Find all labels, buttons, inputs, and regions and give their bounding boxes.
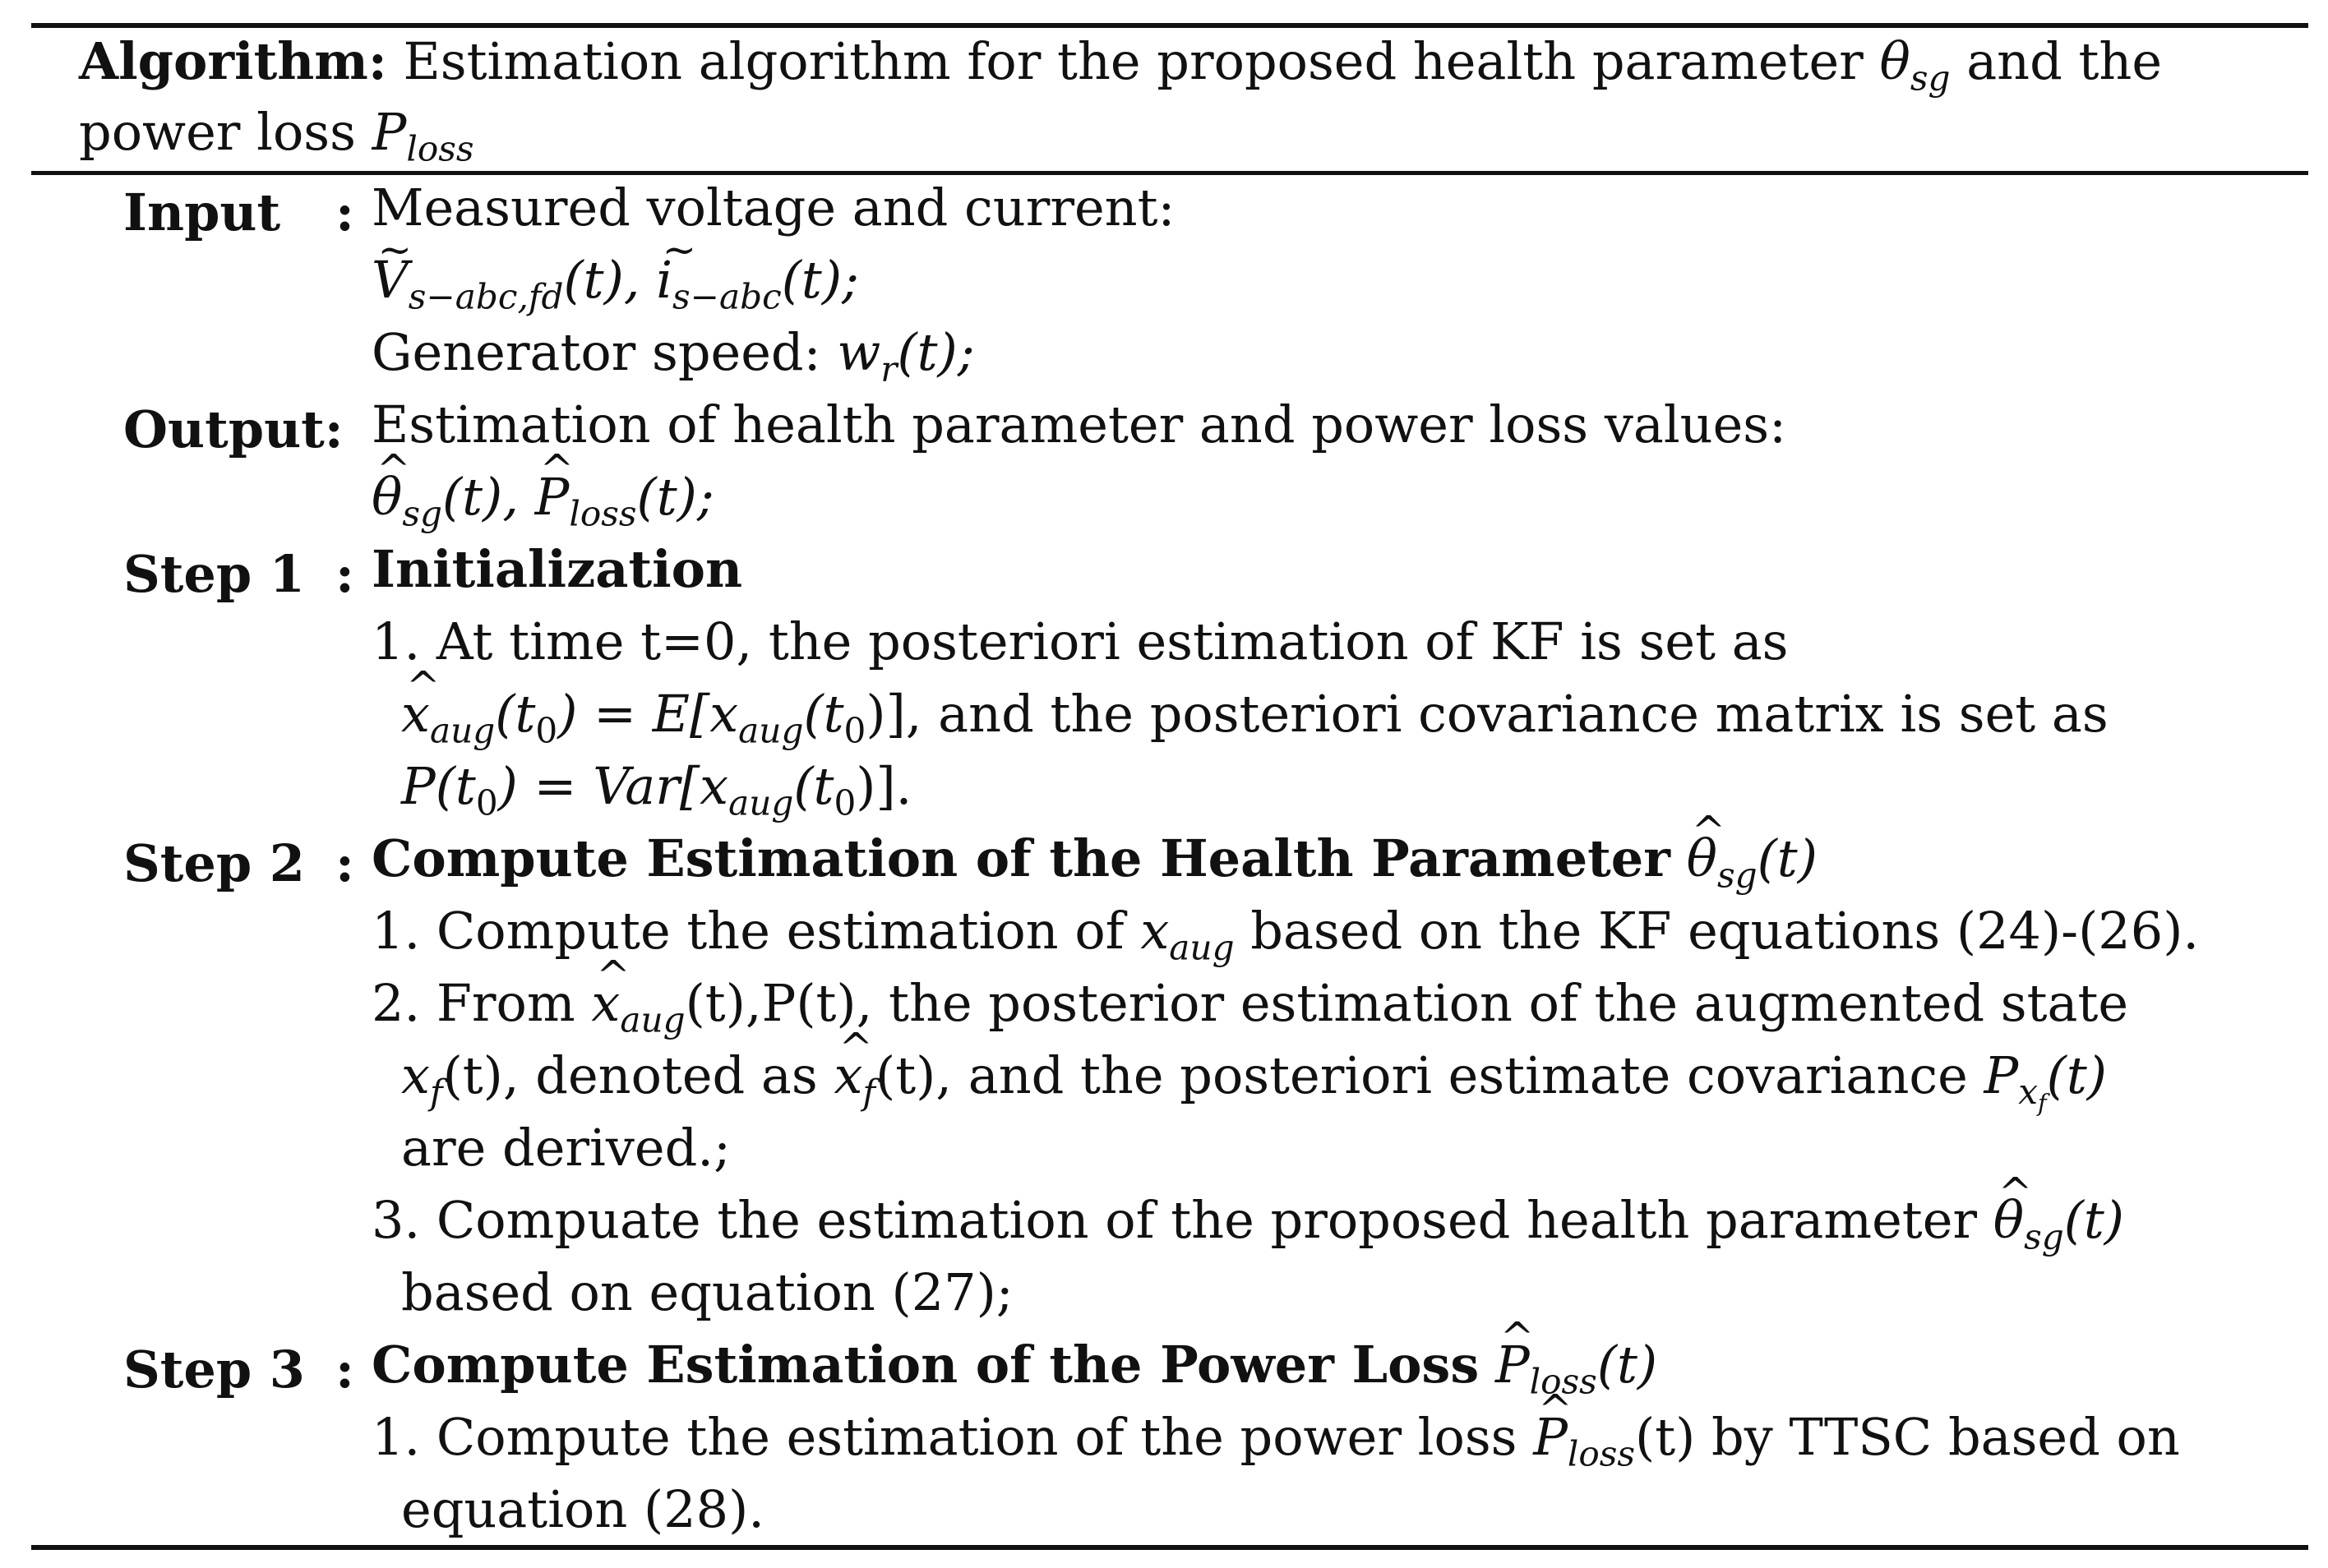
xaug-hat-symbol: ^ x xyxy=(401,689,430,740)
step2-item2-l2-a: (t), denoted as xyxy=(442,1045,818,1105)
algorithm-title-line1 xyxy=(79,31,2163,99)
top-rule xyxy=(31,23,2308,28)
step2-xf-subscript: f xyxy=(429,1072,443,1113)
header-rule xyxy=(31,171,2308,175)
voltage-subscript: s−abc,fd xyxy=(408,276,564,317)
theta-subscript: sg xyxy=(1910,58,1951,99)
ploss-hat-subscript: loss xyxy=(569,493,637,534)
xaug-hat-subscript: aug xyxy=(429,710,496,751)
theta-symbol: θ xyxy=(1879,31,1910,91)
step2-item3-a: 3. Compuate the estimation of the proposed health parameter xyxy=(372,1190,1978,1250)
expectation: ) = E[x xyxy=(557,684,739,744)
step2-item2-l2-b: (t), and the posteriori estimate covariance xyxy=(875,1045,1968,1105)
var-close: )]. xyxy=(856,756,912,816)
step3-item1-b: (t) by TTSC based on xyxy=(1635,1407,2180,1467)
ploss-symbol: P xyxy=(372,102,407,162)
step2-title-text: Compute Estimation of the Health Parameter xyxy=(372,828,1670,888)
current-symbol: ~ i xyxy=(656,255,672,306)
step1-colon: : xyxy=(335,544,354,604)
step1-item1-line1: 1. At time t=0, the posteriori estimation of KF is set as xyxy=(372,611,1789,671)
speed-time: (t); xyxy=(897,322,975,382)
current-time: (t); xyxy=(781,250,859,310)
output-line1: Estimation of health parameter and power loss values: xyxy=(372,394,1786,454)
input-line1: Measured voltage and current: xyxy=(372,178,1176,238)
step1-title: Initialization xyxy=(372,539,743,599)
input-line2 xyxy=(372,250,859,317)
ploss-hat-time: (t); xyxy=(636,467,714,527)
step2-item1-subscript: aug xyxy=(1169,927,1235,968)
algorithm-title-line2-text: power loss xyxy=(79,102,356,162)
step2-title xyxy=(372,828,1818,896)
step2-item1-b: based on the KF equations (24)-(26). xyxy=(1250,901,2200,961)
algorithm-title-line2 xyxy=(79,102,474,169)
step3-item1-a: 1. Compute the estimation of the power loss xyxy=(372,1407,1517,1467)
speed-subscript: r xyxy=(880,348,898,390)
step2-pxf-symbol: P xyxy=(1984,1045,2019,1105)
xaug-open: (t xyxy=(495,684,536,744)
step2-item3-time: (t) xyxy=(2063,1190,2124,1250)
t0-subscript: 0 xyxy=(535,710,558,751)
step2-colon: : xyxy=(335,833,354,893)
step3-title-text: Compute Estimation of the Power Loss xyxy=(372,1335,1480,1395)
step2-item2-line2 xyxy=(401,1045,2107,1118)
algorithm-label: Algorithm: xyxy=(79,31,387,91)
step2-item1-symbol: x xyxy=(1140,901,1170,961)
theta-hat-subscript: sg xyxy=(402,493,442,534)
step2-xf-symbol: x xyxy=(401,1045,430,1105)
step2-theta-subscript: sg xyxy=(1716,855,1758,896)
voltage-time: (t), xyxy=(563,250,640,310)
step2-xf-hat-subscript: f xyxy=(862,1072,876,1113)
step2-pxf-time: (t) xyxy=(2046,1045,2107,1105)
step2-item2-line1 xyxy=(372,973,2129,1040)
step2-xf-hat-symbol: ^ x xyxy=(834,1050,862,1101)
step2-label: Step 2 xyxy=(123,833,305,893)
covariance-text: )], and the posteriori covariance matrix is set as xyxy=(866,684,2109,744)
step2-item3-theta-sub: sg xyxy=(2024,1216,2064,1257)
step3-item1-subscript: loss xyxy=(1567,1433,1636,1474)
theta-hat-symbol: ^ θ xyxy=(372,472,402,523)
step3-title xyxy=(372,1335,1658,1402)
p-t0: P(t xyxy=(401,756,476,816)
step3-item1-line2: equation (28). xyxy=(401,1479,764,1539)
input-label: Input xyxy=(123,182,281,242)
step2-item2-x: ^ x xyxy=(591,978,620,1029)
ploss-hat-symbol: ^ P xyxy=(535,472,570,523)
speed-symbol: w xyxy=(837,322,881,382)
input-line3 xyxy=(372,322,975,390)
step2-item3-line2: based on equation (27); xyxy=(401,1262,1014,1322)
var-t0-subscript: 0 xyxy=(834,782,857,823)
algorithm-title-text: Estimation algorithm for the proposed health parameter xyxy=(403,31,1864,91)
step1-label: Step 1 xyxy=(123,544,305,604)
step1-item1-line2 xyxy=(401,684,2109,751)
step2-item1 xyxy=(372,901,2200,968)
variance: ) = Var[x xyxy=(497,756,729,816)
var-open: (t xyxy=(793,756,834,816)
ploss-subscript: loss xyxy=(406,128,474,169)
step2-item2-xsub: aug xyxy=(620,999,686,1040)
voltage-symbol: ~ V xyxy=(372,255,409,306)
step3-ploss-time: (t) xyxy=(1596,1335,1658,1395)
step2-item1-a: 1. Compute the estimation of xyxy=(372,901,1125,961)
step2-item3-theta: ^ θ xyxy=(1993,1195,2024,1246)
step2-item2-line3: are derived.; xyxy=(401,1118,731,1178)
xaug-open2: (t xyxy=(803,684,844,744)
step2-item3-line1 xyxy=(372,1190,2124,1257)
step2-item2-b: (t),P(t), the posterior estimation of the augmented state xyxy=(685,973,2129,1033)
step2-pxf-subscript xyxy=(2018,1072,2047,1118)
theta-hat-time: (t), xyxy=(441,467,519,527)
step3-ploss-symbol: ^ P xyxy=(1495,1340,1530,1390)
output-line2 xyxy=(372,467,714,534)
speed-text: Generator speed: xyxy=(372,322,821,382)
input-colon: : xyxy=(335,182,354,242)
var-xaug-subscript: aug xyxy=(728,782,794,823)
step3-ploss-subscript: loss xyxy=(1529,1361,1597,1402)
step3-item1-line1 xyxy=(372,1407,2180,1474)
step2-pxf-f: f xyxy=(2038,1089,2047,1118)
step3-colon: : xyxy=(335,1340,354,1400)
xaug-subscript: aug xyxy=(738,710,804,751)
output-label: Output: xyxy=(123,399,344,459)
step2-theta-symbol: ^ θ xyxy=(1687,833,1717,884)
step2-item2-a: 2. From xyxy=(372,973,575,1033)
step3-label: Step 3 xyxy=(123,1340,305,1400)
t0-subscript2: 0 xyxy=(843,710,866,751)
step1-item1-line3 xyxy=(401,756,912,823)
step2-pxf-x: x xyxy=(2018,1072,2039,1113)
p-t0-subscript: 0 xyxy=(475,782,498,823)
bottom-rule xyxy=(31,1545,2308,1550)
step2-theta-time: (t) xyxy=(1757,828,1818,888)
current-subscript: s−abc xyxy=(672,276,782,317)
step3-item1-symbol: ^ P xyxy=(1533,1412,1568,1463)
algorithm-title-tail: and the xyxy=(1966,31,2163,91)
